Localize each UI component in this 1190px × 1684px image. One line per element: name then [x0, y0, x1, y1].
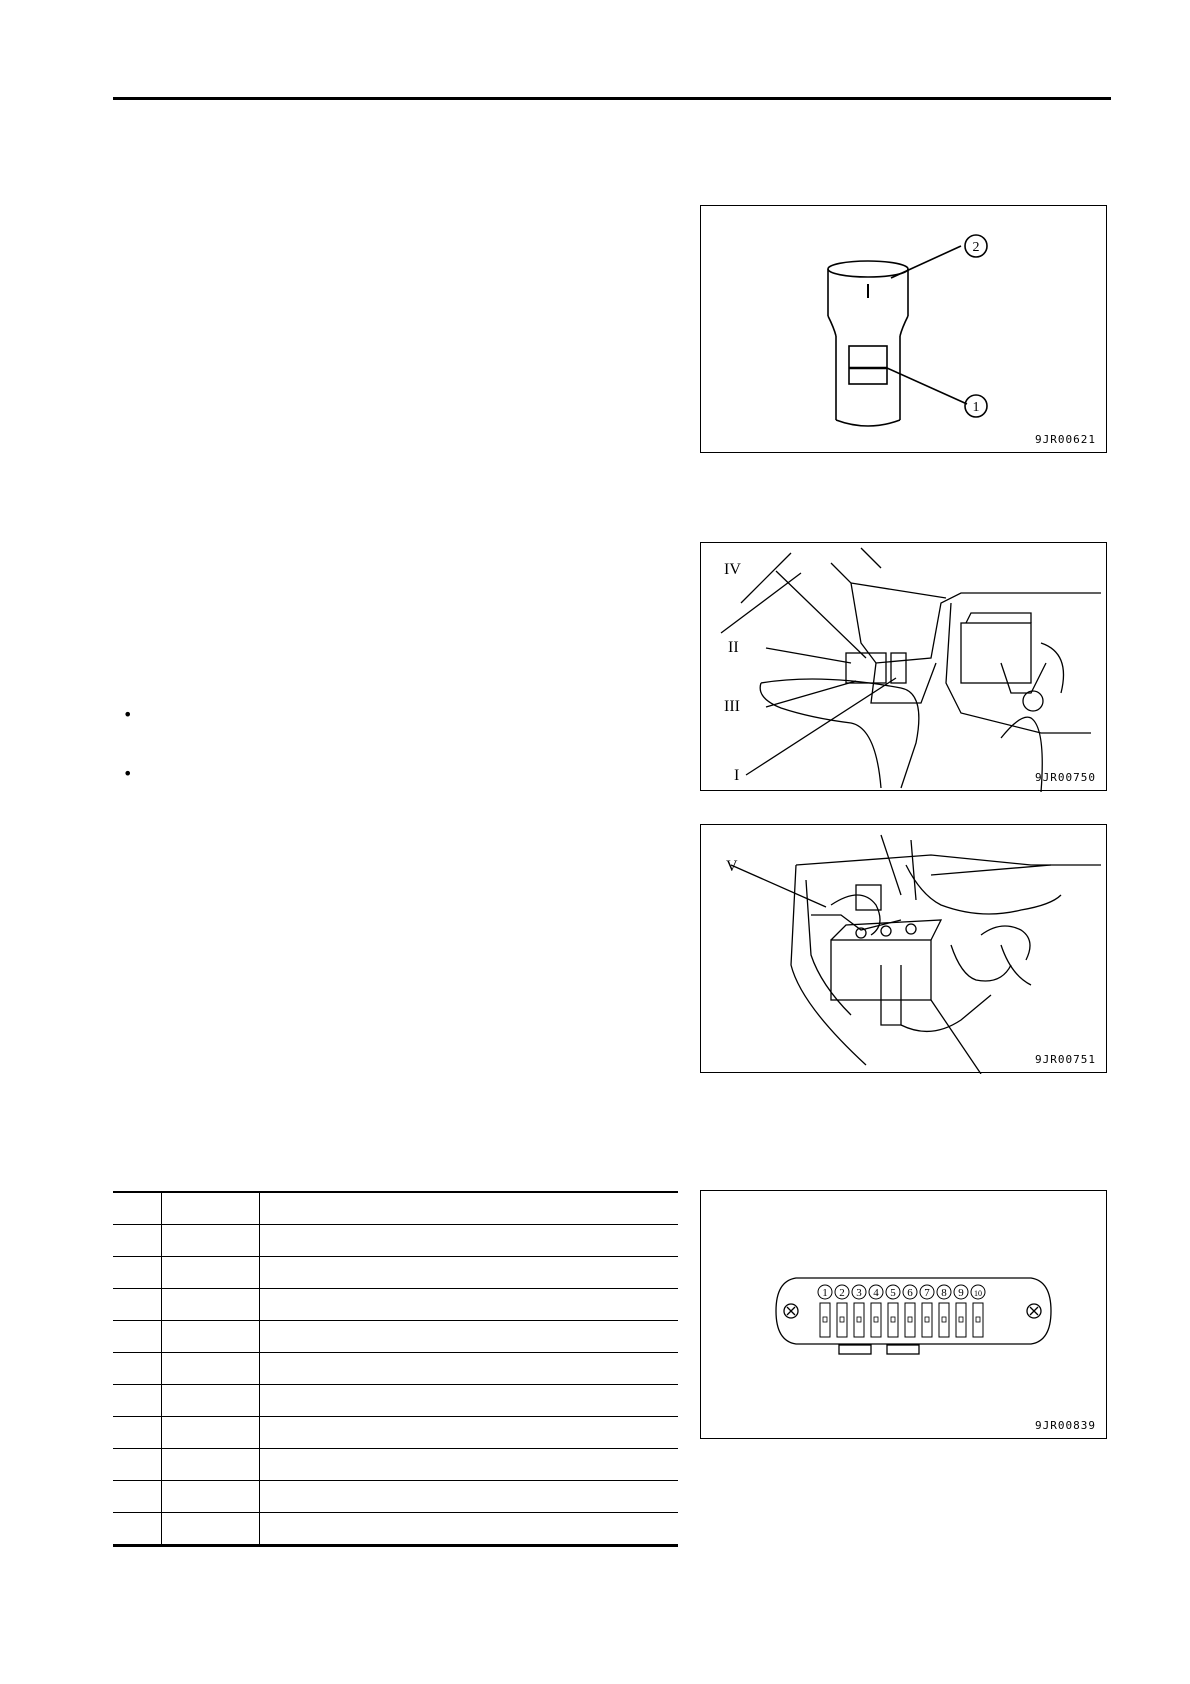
fuse-capacity-table [113, 1191, 678, 1547]
fuse-number-label: 1 [822, 1287, 828, 1299]
bullet-1: • [123, 705, 133, 724]
figure-fuse-box [700, 1190, 1107, 1439]
callout-I: I [734, 767, 740, 784]
fuse-slot [820, 1303, 830, 1337]
figure-code: 9JR00751 [1035, 1053, 1096, 1066]
fuse-slot [922, 1303, 932, 1337]
fuse-slot [973, 1303, 983, 1337]
figure-fuse-box-location [700, 542, 1107, 791]
table-row [113, 1385, 678, 1417]
figure-code: 9JR00750 [1035, 771, 1096, 784]
table-row [113, 1449, 678, 1481]
figure-code: 9JR00621 [1035, 433, 1096, 446]
fuse-slot [905, 1303, 915, 1337]
table-row [113, 1481, 678, 1513]
fuse-number-label: 3 [856, 1287, 862, 1299]
callout-IV: IV [724, 561, 741, 578]
fuse-element [925, 1317, 929, 1322]
fuse-number-label: 8 [941, 1287, 947, 1299]
fuse-element [857, 1317, 861, 1322]
fuse-element [840, 1317, 844, 1322]
callout-V: V [726, 858, 738, 875]
table-row [113, 1353, 678, 1385]
fuse-box-location-illustration [701, 543, 1108, 792]
fuse-number-label: 7 [924, 1287, 930, 1299]
fuse-element [976, 1317, 980, 1322]
fuse-slot [837, 1303, 847, 1337]
table-row [113, 1289, 678, 1321]
table-row [113, 1417, 678, 1449]
callout-1: 1 [972, 400, 980, 415]
callout-III: III [724, 698, 740, 715]
fuse-slot [939, 1303, 949, 1337]
fuse-box-illustration [701, 1191, 1108, 1440]
fuse-number-label: 5 [890, 1287, 896, 1299]
header-rule [113, 97, 1111, 100]
figure-fuel-filter [700, 205, 1107, 453]
table-row [113, 1225, 678, 1257]
fuse-slot [956, 1303, 966, 1337]
fuse-slot [888, 1303, 898, 1337]
fuse-number-label: 6 [907, 1287, 913, 1299]
fuse-element [959, 1317, 963, 1322]
fuse-number-label: 2 [839, 1287, 845, 1299]
callout-2: 2 [972, 240, 980, 255]
table-row [113, 1321, 678, 1353]
bullet-2: • [123, 764, 133, 783]
figure-battery-compartment [700, 824, 1107, 1073]
fuse-element [891, 1317, 895, 1322]
fuse-slot [871, 1303, 881, 1337]
battery-compartment-illustration [701, 825, 1108, 1074]
table-row [113, 1513, 678, 1546]
callout-II: II [728, 639, 739, 656]
fuel-filter-illustration [701, 206, 1108, 454]
table-row [113, 1257, 678, 1289]
fuse-number-label: 10 [974, 1289, 982, 1298]
fuse-element [908, 1317, 912, 1322]
fuse-element [823, 1317, 827, 1322]
figure-code: 9JR00839 [1035, 1419, 1096, 1432]
table-row [113, 1192, 678, 1225]
fuse-element [874, 1317, 878, 1322]
fuse-number-label: 4 [873, 1287, 879, 1299]
fuse-number-label: 9 [958, 1287, 964, 1299]
fuse-slot [854, 1303, 864, 1337]
fuse-element [942, 1317, 946, 1322]
